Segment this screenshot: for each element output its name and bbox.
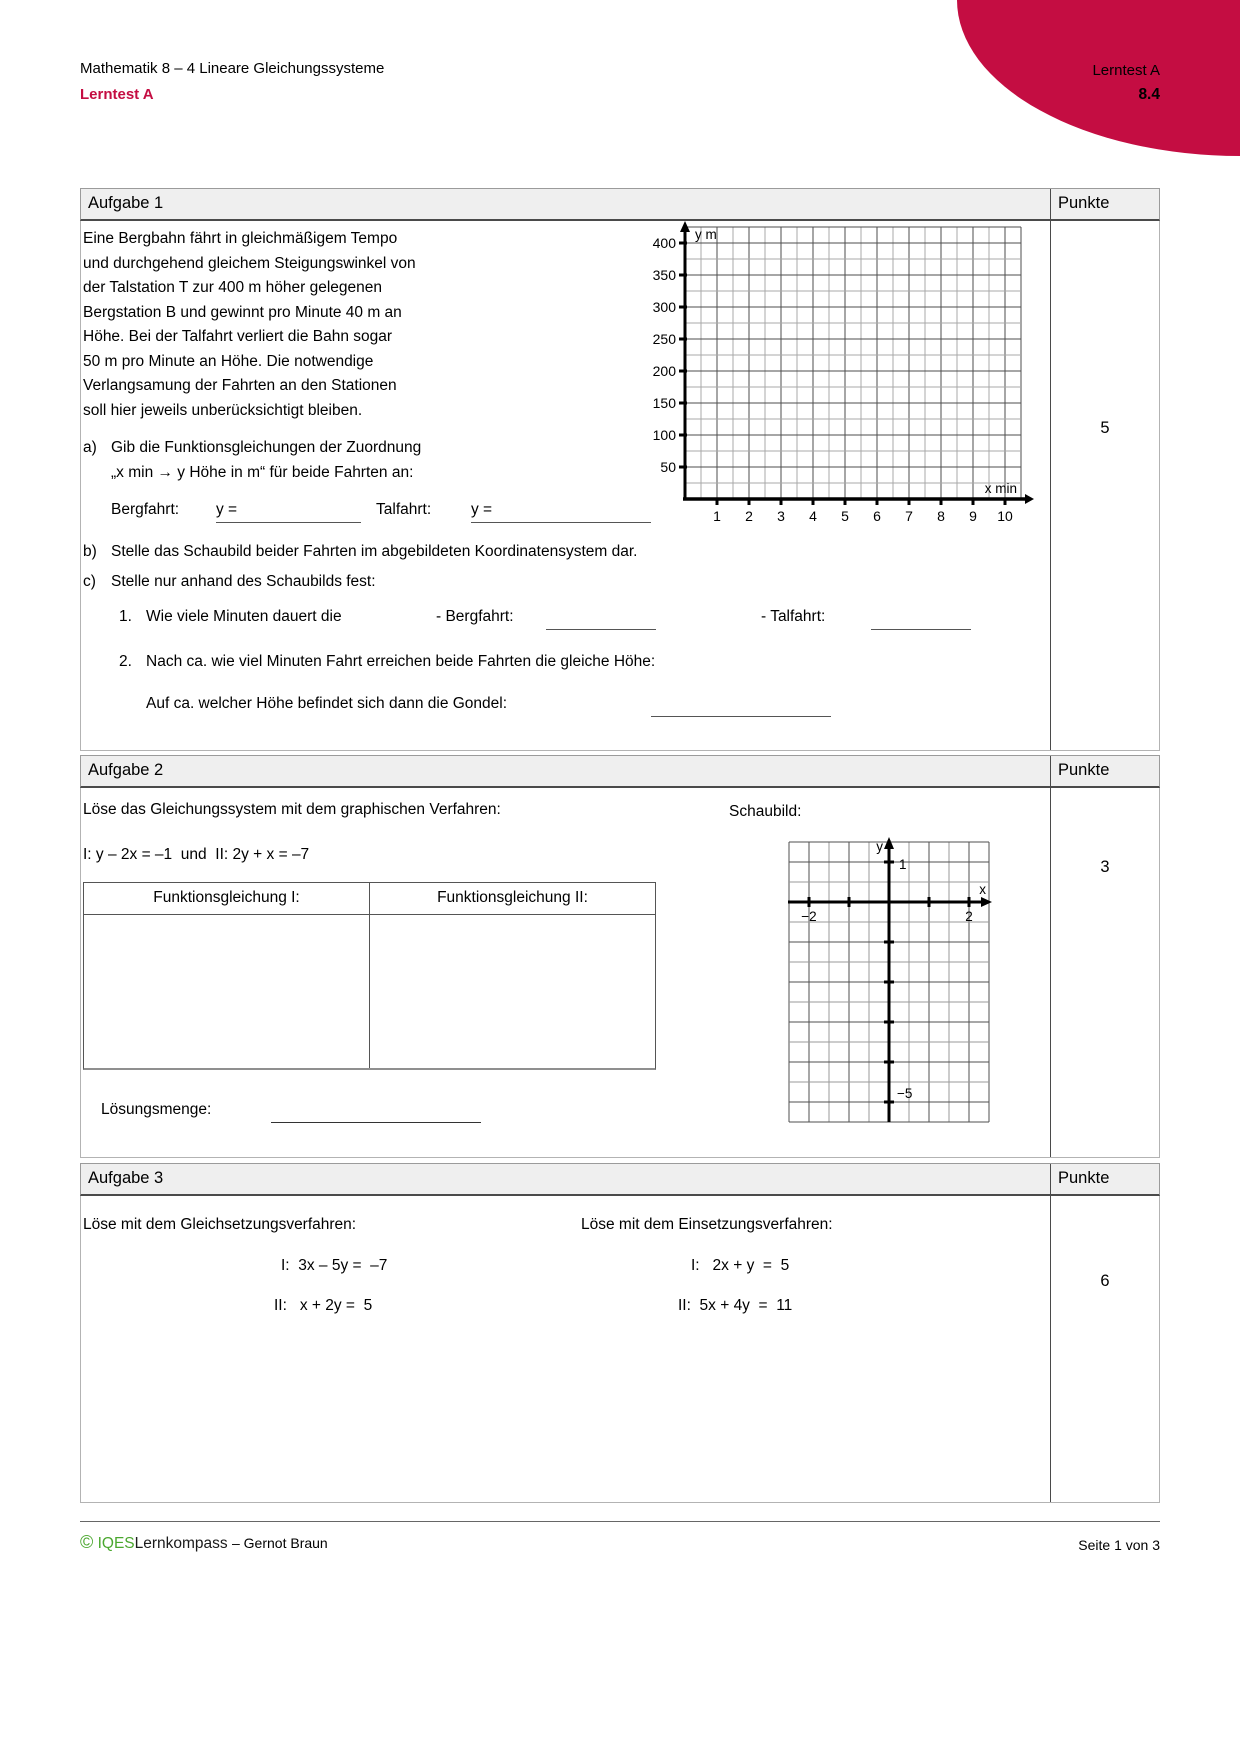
right-equation-2: II: 5x + 4y = 11 bbox=[678, 1297, 793, 1314]
aufgabe-2-points-value: 3 bbox=[1100, 858, 1110, 876]
talfahrt-answer-blank bbox=[471, 522, 651, 523]
page-number: Seite 1 von 3 bbox=[1078, 1537, 1160, 1553]
aufgabe-1-body bbox=[80, 221, 1160, 751]
item-c2-text: Nach ca. wie viel Minuten Fahrt erreichen beide Fahrten die gleiche Höhe: bbox=[146, 653, 656, 670]
aufgabe-3-section bbox=[80, 1163, 1160, 1503]
funktionsgleichung-table bbox=[83, 882, 656, 1070]
aufgabe-1-paragraph bbox=[83, 230, 416, 426]
item-c-text: Stelle nur anhand des Schaubilds fest: bbox=[111, 573, 376, 590]
punkte-column-divider bbox=[1050, 788, 1051, 1157]
punkte-column-header: Punkte bbox=[1050, 189, 1160, 219]
paragraph-line: der Talstation T zur 400 m höher gelegenen bbox=[83, 279, 383, 296]
svg-text:y: y bbox=[876, 839, 883, 854]
svg-text:8: 8 bbox=[937, 508, 945, 524]
svg-text:−5: −5 bbox=[897, 1086, 913, 1101]
svg-text:400: 400 bbox=[652, 235, 676, 251]
svg-text:1: 1 bbox=[899, 857, 907, 872]
footer-divider bbox=[80, 1521, 1160, 1522]
aufgabe-3-points-value: 6 bbox=[1100, 1272, 1110, 1290]
svg-text:2: 2 bbox=[745, 508, 753, 524]
aufgabe-1-coordinate-grid bbox=[641, 221, 1041, 527]
svg-text:100: 100 bbox=[652, 427, 676, 443]
paragraph-line: Eine Bergbahn fährt in gleichmäßigem Tempo bbox=[83, 230, 398, 247]
svg-text:9: 9 bbox=[969, 508, 977, 524]
table-column-divider bbox=[369, 915, 370, 1068]
svg-text:y m: y m bbox=[695, 227, 717, 242]
svg-text:7: 7 bbox=[905, 508, 913, 524]
aufgabe-2-body bbox=[80, 788, 1160, 1158]
aufgabe-2-section bbox=[80, 755, 1160, 1158]
item-a-line1: Gib die Funktionsgleichungen der Zuordnung bbox=[111, 439, 422, 456]
svg-text:150: 150 bbox=[652, 395, 676, 411]
item-c-label: c) bbox=[83, 573, 96, 590]
item-c1-number: 1. bbox=[119, 608, 132, 625]
footer-author: – Gernot Braun bbox=[231, 1535, 328, 1551]
talfahrt-duration-blank bbox=[871, 629, 971, 630]
bergfahrt-label: Bergfahrt: bbox=[111, 501, 180, 518]
corner-badge bbox=[957, 0, 1240, 156]
right-equation-1: I: 2x + y = 5 bbox=[691, 1257, 790, 1274]
footer-logo bbox=[80, 1531, 328, 1554]
svg-text:350: 350 bbox=[652, 267, 676, 283]
brand-lernkompass: Lernkompass bbox=[134, 1535, 228, 1552]
svg-text:x: x bbox=[979, 882, 986, 897]
test-title: Lerntest A bbox=[80, 86, 154, 103]
bergfahrt-duration-blank bbox=[546, 629, 656, 630]
svg-text:2: 2 bbox=[965, 909, 973, 924]
gondel-height-blank bbox=[651, 716, 831, 717]
aufgabe-1-section bbox=[80, 188, 1160, 751]
brand-iqes: IQES bbox=[97, 1535, 135, 1552]
bergfahrt-answer-blank bbox=[216, 522, 361, 523]
item-a-label: a) bbox=[83, 439, 97, 456]
paragraph-line: Verlangsamung der Fahrten an den Stationen bbox=[83, 377, 397, 394]
talfahrt-label: Talfahrt: bbox=[376, 501, 432, 518]
item-c1-text: Wie viele Minuten dauert die bbox=[146, 608, 342, 625]
aufgabe-1-points-value: 5 bbox=[1100, 419, 1110, 437]
aufgabe-2-coordinate-grid bbox=[782, 835, 996, 1129]
aufgabe-2-header bbox=[80, 755, 1160, 788]
item-b-label: b) bbox=[83, 543, 97, 560]
svg-text:10: 10 bbox=[997, 508, 1013, 524]
gleichsetzungsverfahren-title: Löse mit dem Gleichsetzungsverfahren: bbox=[83, 1216, 357, 1233]
funktionsgleichung-table-header bbox=[84, 883, 655, 915]
aufgabe-3-title: Aufgabe 3 bbox=[88, 1169, 164, 1187]
talfahrt-y-equals: y = bbox=[471, 501, 493, 518]
corner-code: 8.4 bbox=[1138, 86, 1160, 103]
svg-text:x min: x min bbox=[984, 481, 1017, 496]
item-c1-talfahrt-label: - Talfahrt: bbox=[761, 608, 826, 625]
item-c2-text2: Auf ca. welcher Höhe befindet sich dann die Gondel: bbox=[146, 695, 508, 712]
punkte-column-divider bbox=[1050, 221, 1051, 750]
aufgabe-3-body bbox=[80, 1196, 1160, 1503]
svg-text:1: 1 bbox=[713, 508, 721, 524]
svg-text:250: 250 bbox=[652, 331, 676, 347]
funktionsgleichung-1-header: Funktionsgleichung I: bbox=[84, 883, 370, 914]
svg-text:50: 50 bbox=[660, 459, 676, 475]
item-c2-number: 2. bbox=[119, 653, 132, 670]
item-a-line2: „x min → y Höhe in m“ für beide Fahrten an: bbox=[111, 464, 414, 481]
svg-text:5: 5 bbox=[841, 508, 849, 524]
paragraph-line: soll hier jeweils unberücksichtigt bleiben. bbox=[83, 401, 363, 419]
corner-test-label: Lerntest A bbox=[1092, 62, 1160, 79]
course-title: Mathematik 8 – 4 Lineare Gleichungssysteme bbox=[80, 60, 385, 77]
loesungsmenge-blank bbox=[271, 1122, 481, 1123]
punkte-column-header: Punkte bbox=[1050, 1164, 1160, 1194]
punkte-column-header: Punkte bbox=[1050, 756, 1160, 786]
funktionsgleichung-2-header: Funktionsgleichung II: bbox=[437, 889, 588, 906]
paragraph-line: Bergstation B und gewinnt pro Minute 40 m an bbox=[83, 303, 402, 321]
paragraph-line: und durchgehend gleichem Steigungswinkel von bbox=[83, 254, 416, 272]
left-equation-1: I: 3x – 5y = –7 bbox=[281, 1257, 388, 1274]
svg-text:4: 4 bbox=[809, 508, 817, 524]
left-equation-2: II: x + 2y = 5 bbox=[274, 1297, 373, 1314]
einsetzungsverfahren-title: Löse mit dem Einsetzungsverfahren: bbox=[581, 1216, 833, 1233]
aufgabe-1-header bbox=[80, 188, 1160, 221]
svg-text:200: 200 bbox=[652, 363, 676, 379]
svg-text:3: 3 bbox=[777, 508, 785, 524]
equation-system: I: y – 2x = –1 und II: 2y + x = –7 bbox=[83, 846, 310, 863]
svg-text:−2: −2 bbox=[801, 909, 817, 924]
item-b-text: Stelle das Schaubild beider Fahrten im abgebildeten Koordinatensystem dar. bbox=[111, 543, 638, 560]
loesungsmenge-label: Lösungsmenge: bbox=[101, 1101, 212, 1118]
aufgabe-2-intro: Löse das Gleichungssystem mit dem graphischen Verfahren: bbox=[83, 801, 501, 818]
bergfahrt-y-equals: y = bbox=[216, 501, 238, 518]
paragraph-line: 50 m pro Minute an Höhe. Die notwendige bbox=[83, 352, 374, 370]
paragraph-line: Höhe. Bei der Talfahrt verliert die Bahn sogar bbox=[83, 328, 393, 345]
item-c1-bergfahrt-label: - Bergfahrt: bbox=[436, 608, 514, 625]
copyright-icon: © bbox=[80, 1532, 94, 1552]
aufgabe-1-title: Aufgabe 1 bbox=[88, 194, 164, 212]
aufgabe-2-title: Aufgabe 2 bbox=[88, 761, 164, 779]
svg-text:300: 300 bbox=[652, 299, 676, 315]
schaubild-label: Schaubild: bbox=[729, 803, 802, 820]
svg-text:6: 6 bbox=[873, 508, 881, 524]
punkte-column-divider bbox=[1050, 1196, 1051, 1502]
aufgabe-3-header bbox=[80, 1163, 1160, 1196]
